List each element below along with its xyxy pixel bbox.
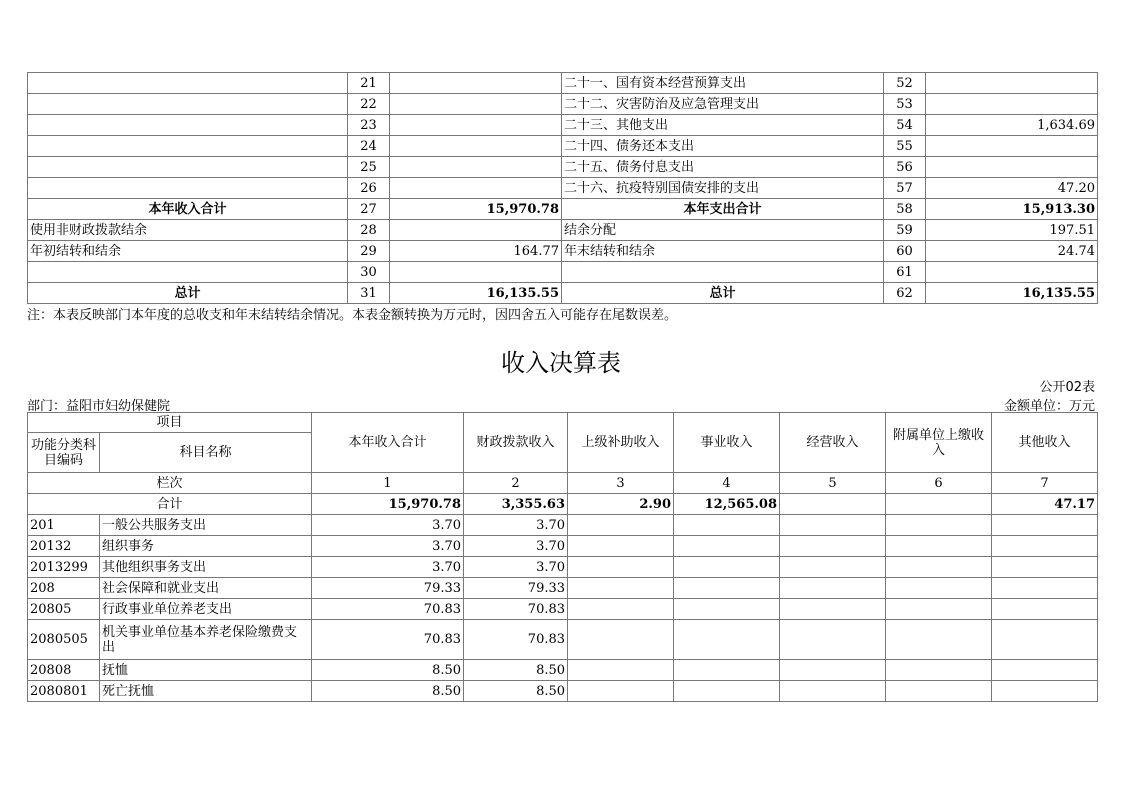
row-label: 本年收入合计 <box>28 199 348 220</box>
amount-cell <box>568 620 674 660</box>
amount-cell <box>992 660 1098 681</box>
amount-cell <box>780 536 886 557</box>
amount-cell: 8.50 <box>312 681 464 702</box>
row-label <box>28 73 348 94</box>
row-value: 164.77 <box>390 241 562 262</box>
amount-cell <box>886 536 992 557</box>
row-value: 15,913.30 <box>926 199 1098 220</box>
row-label: 二十三、其他支出 <box>562 115 884 136</box>
amount-cell <box>886 599 992 620</box>
table-row <box>28 283 1098 304</box>
amount-cell <box>780 660 886 681</box>
total-value: 2.90 <box>568 494 674 515</box>
row-value: 47.20 <box>926 178 1098 199</box>
amount-cell <box>568 599 674 620</box>
amount-cell: 70.83 <box>312 620 464 660</box>
row-number: 52 <box>884 73 926 94</box>
row-value <box>926 262 1098 283</box>
column-index: 6 <box>886 473 992 494</box>
unit-label: 金额单位：万元 <box>1003 399 1095 414</box>
row-label: 二十一、国有资本经营预算支出 <box>562 73 884 94</box>
column-index: 5 <box>780 473 886 494</box>
row-label: 年末结转和结余 <box>562 241 884 262</box>
row-label: 二十二、灾害防治及应急管理支出 <box>562 94 884 115</box>
form-number: 公开02表 <box>1039 380 1095 395</box>
row-number: 54 <box>884 115 926 136</box>
row-number: 24 <box>348 136 390 157</box>
row-number: 62 <box>884 283 926 304</box>
row-label <box>562 262 884 283</box>
row-label <box>28 262 348 283</box>
row-number: 23 <box>348 115 390 136</box>
amount-cell: 8.50 <box>312 660 464 681</box>
row-number: 58 <box>884 199 926 220</box>
table-note: 注：本表反映部门本年度的总收支和年末结转结余情况。本表金额转换为万元时，因四舍五入可能存在尾数误差。 <box>27 308 678 323</box>
row-number: 29 <box>348 241 390 262</box>
row-number: 27 <box>348 199 390 220</box>
row-value <box>390 115 562 136</box>
header-name: 科目名称 <box>100 433 312 473</box>
amount-cell: 70.83 <box>464 620 568 660</box>
amount-cell: 70.83 <box>312 599 464 620</box>
subject-name: 一般公共服务支出 <box>100 515 312 536</box>
amount-cell <box>886 515 992 536</box>
amount-cell <box>992 620 1098 660</box>
amount-cell <box>780 620 886 660</box>
row-value: 16,135.55 <box>390 283 562 304</box>
amount-cell <box>674 660 780 681</box>
amount-cell: 3.70 <box>312 536 464 557</box>
row-label: 总计 <box>28 283 348 304</box>
subject-code: 208 <box>28 578 100 599</box>
subject-name: 其他组织事务支出 <box>100 557 312 578</box>
subject-name: 行政事业单位养老支出 <box>100 599 312 620</box>
amount-cell: 3.70 <box>464 557 568 578</box>
amount-cell <box>992 536 1098 557</box>
row-number: 28 <box>348 220 390 241</box>
header-item: 项目 <box>28 413 312 433</box>
row-value: 24.74 <box>926 241 1098 262</box>
row-number: 57 <box>884 178 926 199</box>
total-value <box>780 494 886 515</box>
amount-cell: 8.50 <box>464 660 568 681</box>
amount-cell <box>780 515 886 536</box>
subject-code: 20805 <box>28 599 100 620</box>
total-value: 47.17 <box>992 494 1098 515</box>
table-row <box>28 262 1098 283</box>
row-value: 1,634.69 <box>926 115 1098 136</box>
table-row <box>28 515 1098 536</box>
subject-code: 2080801 <box>28 681 100 702</box>
table-row <box>28 599 1098 620</box>
row-number: 61 <box>884 262 926 283</box>
row-number: 30 <box>348 262 390 283</box>
amount-cell: 79.33 <box>312 578 464 599</box>
amount-cell <box>992 557 1098 578</box>
subject-code: 20132 <box>28 536 100 557</box>
table-row <box>28 660 1098 681</box>
row-number: 53 <box>884 94 926 115</box>
row-number: 26 <box>348 178 390 199</box>
row-value <box>926 157 1098 178</box>
subject-name: 机关事业单位基本养老保险缴费支出 <box>100 620 312 660</box>
amount-cell <box>780 557 886 578</box>
total-value: 3,355.63 <box>464 494 568 515</box>
row-label <box>28 94 348 115</box>
row-label: 本年支出合计 <box>562 199 884 220</box>
table-row <box>28 241 1098 262</box>
row-number: 22 <box>348 94 390 115</box>
department-label: 部门：益阳市妇幼保健院 <box>27 399 171 414</box>
row-label: 结余分配 <box>562 220 884 241</box>
col-header: 附属单位上缴收入 <box>886 413 992 473</box>
row-value <box>390 178 562 199</box>
amount-cell <box>992 599 1098 620</box>
subject-code: 2080505 <box>28 620 100 660</box>
amount-cell <box>886 620 992 660</box>
row-value <box>390 220 562 241</box>
row-value <box>390 157 562 178</box>
col-header: 本年收入合计 <box>312 413 464 473</box>
row-label <box>28 115 348 136</box>
amount-cell <box>992 578 1098 599</box>
total-label: 合计 <box>28 494 312 515</box>
row-value: 15,970.78 <box>390 199 562 220</box>
amount-cell <box>674 557 780 578</box>
total-value: 12,565.08 <box>674 494 780 515</box>
income-final-accounts-table <box>27 412 1098 702</box>
amount-cell: 3.70 <box>312 515 464 536</box>
row-label: 二十四、债务还本支出 <box>562 136 884 157</box>
amount-cell: 79.33 <box>464 578 568 599</box>
col-header: 财政拨款收入 <box>464 413 568 473</box>
row-label: 使用非财政拨款结余 <box>28 220 348 241</box>
row-value <box>390 94 562 115</box>
table-row <box>28 536 1098 557</box>
row-label: 年初结转和结余 <box>28 241 348 262</box>
row-value <box>926 136 1098 157</box>
amount-cell: 3.70 <box>464 536 568 557</box>
column-index: 3 <box>568 473 674 494</box>
row-value <box>390 136 562 157</box>
col-header: 其他收入 <box>992 413 1098 473</box>
column-index-label: 栏次 <box>28 473 312 494</box>
total-value <box>886 494 992 515</box>
amount-cell <box>886 578 992 599</box>
amount-cell <box>886 681 992 702</box>
table-row <box>28 157 1098 178</box>
amount-cell <box>780 599 886 620</box>
table-row <box>28 73 1098 94</box>
row-label <box>28 157 348 178</box>
row-label <box>28 178 348 199</box>
income-expense-summary-table <box>27 72 1098 304</box>
column-index: 1 <box>312 473 464 494</box>
amount-cell <box>674 515 780 536</box>
header-code: 功能分类科目编码 <box>28 433 100 473</box>
row-value <box>926 94 1098 115</box>
amount-cell <box>674 681 780 702</box>
table-row <box>28 199 1098 220</box>
amount-cell <box>992 681 1098 702</box>
col-header: 上级补助收入 <box>568 413 674 473</box>
row-label: 二十五、债务付息支出 <box>562 157 884 178</box>
subject-name: 死亡抚恤 <box>100 681 312 702</box>
table-row <box>28 115 1098 136</box>
row-number: 31 <box>348 283 390 304</box>
amount-cell <box>568 515 674 536</box>
row-number: 21 <box>348 73 390 94</box>
column-index: 7 <box>992 473 1098 494</box>
row-label: 总计 <box>562 283 884 304</box>
amount-cell <box>568 681 674 702</box>
amount-cell <box>674 578 780 599</box>
row-number: 56 <box>884 157 926 178</box>
amount-cell <box>674 620 780 660</box>
table-row <box>28 220 1098 241</box>
subject-name: 抚恤 <box>100 660 312 681</box>
amount-cell: 8.50 <box>464 681 568 702</box>
row-label <box>28 136 348 157</box>
col-header: 经营收入 <box>780 413 886 473</box>
table-row <box>28 557 1098 578</box>
row-value: 16,135.55 <box>926 283 1098 304</box>
table-row <box>28 578 1098 599</box>
subject-code: 201 <box>28 515 100 536</box>
row-value: 197.51 <box>926 220 1098 241</box>
table-row <box>28 620 1098 660</box>
amount-cell <box>780 681 886 702</box>
subject-name: 组织事务 <box>100 536 312 557</box>
amount-cell: 70.83 <box>464 599 568 620</box>
amount-cell <box>568 578 674 599</box>
column-index: 2 <box>464 473 568 494</box>
amount-cell <box>886 557 992 578</box>
row-value <box>390 73 562 94</box>
subject-code: 2013299 <box>28 557 100 578</box>
amount-cell <box>992 515 1098 536</box>
table-row <box>28 178 1098 199</box>
page-title: 收入决算表 <box>501 349 621 377</box>
amount-cell <box>674 536 780 557</box>
amount-cell <box>568 557 674 578</box>
row-value <box>926 73 1098 94</box>
row-number: 25 <box>348 157 390 178</box>
table-row <box>28 681 1098 702</box>
table-row <box>28 94 1098 115</box>
col-header: 事业收入 <box>674 413 780 473</box>
row-label: 二十六、抗疫特别国债安排的支出 <box>562 178 884 199</box>
amount-cell <box>568 660 674 681</box>
subject-name: 社会保障和就业支出 <box>100 578 312 599</box>
row-value <box>390 262 562 283</box>
row-number: 60 <box>884 241 926 262</box>
column-index: 4 <box>674 473 780 494</box>
amount-cell: 3.70 <box>464 515 568 536</box>
row-number: 59 <box>884 220 926 241</box>
total-value: 15,970.78 <box>312 494 464 515</box>
amount-cell: 3.70 <box>312 557 464 578</box>
amount-cell <box>886 660 992 681</box>
amount-cell <box>780 578 886 599</box>
amount-cell <box>568 536 674 557</box>
amount-cell <box>674 599 780 620</box>
table-row <box>28 136 1098 157</box>
row-number: 55 <box>884 136 926 157</box>
subject-code: 20808 <box>28 660 100 681</box>
